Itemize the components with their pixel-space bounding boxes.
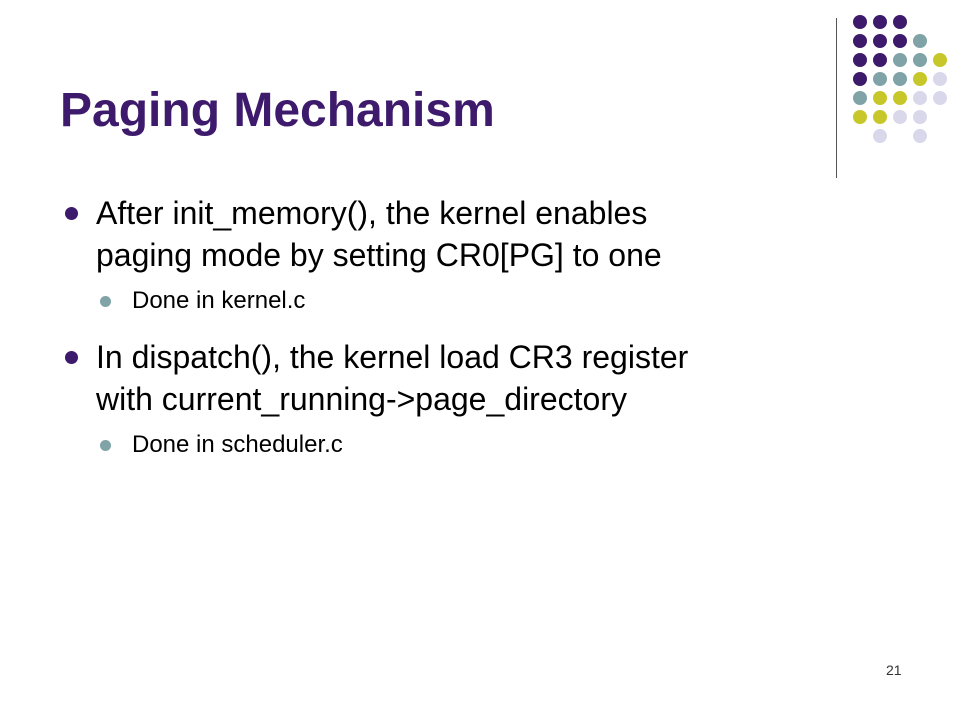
decorative-dot [913, 34, 927, 48]
bullet-text-line: In dispatch(), the kernel load CR3 register [96, 339, 689, 375]
decorative-dot [873, 15, 887, 29]
bullet-icon [65, 207, 78, 220]
sub-bullet-icon [100, 296, 111, 307]
decorative-dot [893, 72, 907, 86]
decorative-dot [893, 110, 907, 124]
decorative-dot [893, 53, 907, 67]
sub-bullet-text: Done in scheduler.c [132, 431, 343, 458]
decorative-dot [853, 53, 867, 67]
decorative-dot [893, 91, 907, 105]
decorative-dot [893, 34, 907, 48]
decorative-dot [933, 53, 947, 67]
decorative-dot [913, 110, 927, 124]
decorative-dot [933, 72, 947, 86]
decorative-dot [853, 15, 867, 29]
bullet-icon [65, 351, 78, 364]
slide-title: Paging Mechanism [60, 84, 495, 137]
decorative-dot [873, 34, 887, 48]
decorative-dot [873, 129, 887, 143]
decorative-dot [873, 72, 887, 86]
page-number: 21 [886, 662, 902, 678]
decorative-dot [913, 91, 927, 105]
decorative-dot [873, 110, 887, 124]
decorative-dot [853, 91, 867, 105]
sub-bullet-item [60, 286, 900, 316]
decorative-dot [913, 129, 927, 143]
decorative-dot [873, 91, 887, 105]
bullet-item [60, 336, 900, 420]
decorative-dot [853, 72, 867, 86]
decorative-dot [873, 53, 887, 67]
bullet-list [60, 192, 900, 480]
decorative-dot [933, 91, 947, 105]
bullet-text-line: with current_running->page_directory [96, 381, 627, 417]
bullet-item [60, 192, 900, 276]
decorative-dot [913, 53, 927, 67]
bullet-text-line: paging mode by setting CR0[PG] to one [96, 237, 662, 273]
decorative-dot [913, 72, 927, 86]
sub-bullet-text: Done in kernel.c [132, 287, 306, 314]
bullet-text-line: After init_memory(), the kernel enables [96, 195, 648, 231]
sub-bullet-item [60, 430, 900, 460]
sub-bullet-icon [100, 440, 111, 451]
decorative-dot [853, 110, 867, 124]
decorative-dot [853, 34, 867, 48]
decorative-divider [836, 18, 837, 178]
decorative-dot [893, 15, 907, 29]
